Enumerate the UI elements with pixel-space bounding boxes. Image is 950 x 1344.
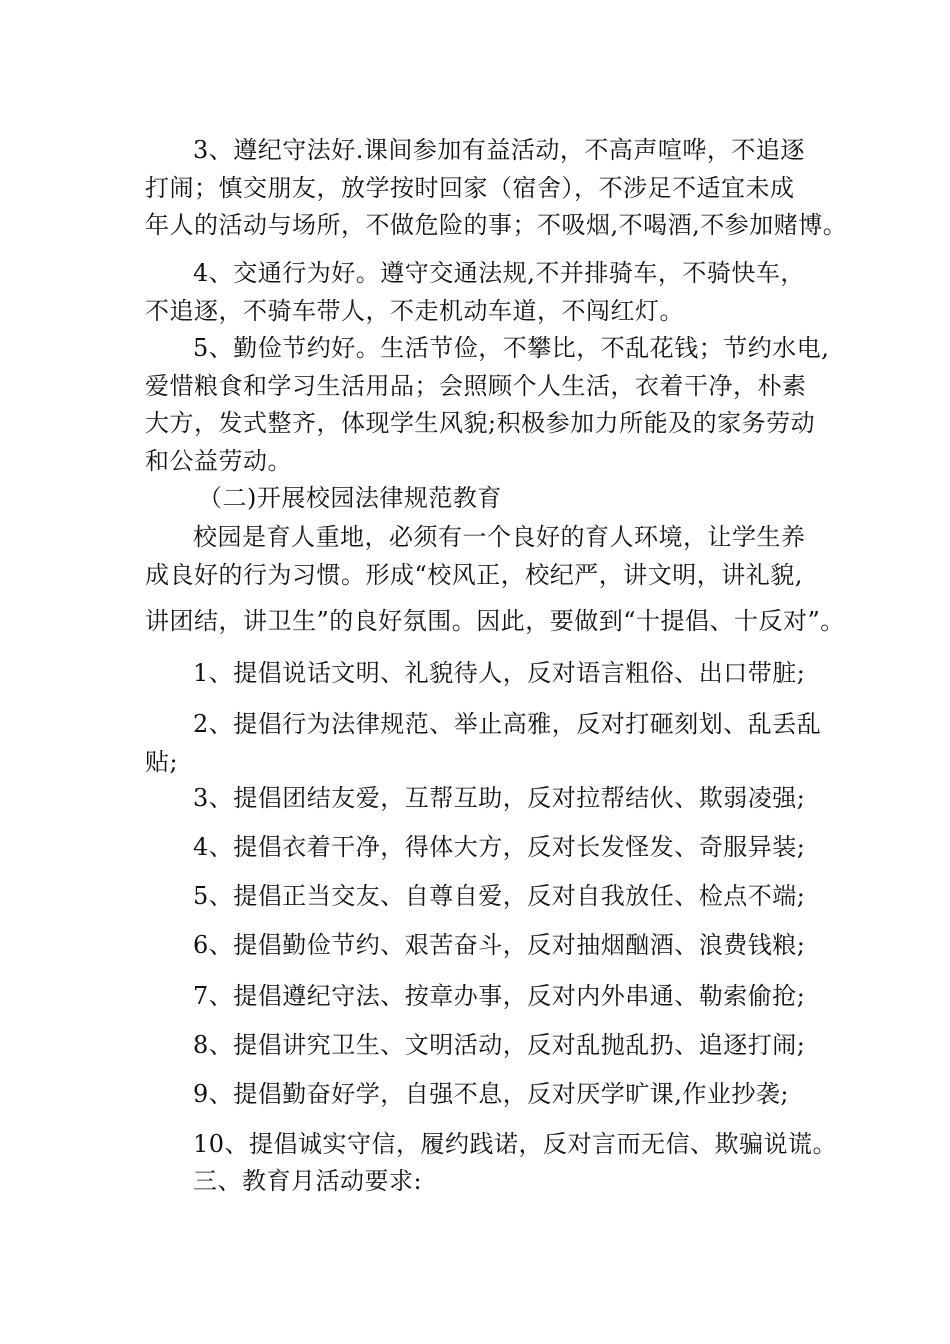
list-item-4: 4、提倡衣着干净，得体大方，反对长发怪发、奇服异装; (193, 833, 806, 861)
paragraph-3-line-2: 打闹；慎交朋友，放学按时回家（宿舍），不涉足不适宜未成 (145, 174, 795, 202)
paragraph-5-line-2: 爱惜粮食和学习生活用品；会照顾个人生活，衣着干净，朴素 (145, 372, 807, 400)
list-item-1: 1、提倡说话文明、礼貌待人，反对语言粗俗、出口带脏; (193, 659, 806, 687)
section-heading-3: 三、教育月活动要求: (193, 1167, 423, 1195)
paragraph-3-line-3: 年人的活动与场所，不做危险的事；不吸烟,不喝酒,不参加赌博。 (145, 211, 848, 239)
intro-line-1: 校园是育人重地，必须有一个良好的育人环境，让学生养 (193, 523, 806, 551)
list-item-2: 2、提倡行为法律规范、举止高雅，反对打砸刻划、乱丢乱 (193, 710, 822, 738)
list-item-2-cont: 贴; (145, 748, 179, 776)
list-item-6: 6、提倡勤俭节约、艰苦奋斗，反对抽烟酗酒、浪费钱粮; (193, 931, 806, 959)
list-item-9: 9、提倡勤奋好学，自强不息，反对厌学旷课,作业抄袭; (193, 1080, 789, 1108)
paragraph-3-line-1: 3、遵纪守法好.课间参加有益活动，不高声喧哗，不追逐 (193, 136, 805, 164)
paragraph-5-line-3: 大方，发式整齐，体现学生风貌;积极参加力所能及的家务劳动 (145, 409, 816, 437)
list-item-8: 8、提倡讲究卫生、文明活动，反对乱抛乱扔、追逐打闹; (193, 1031, 806, 1059)
list-item-7: 7、提倡遵纪守法、按章办事，反对内外串通、勒索偷抢; (193, 982, 806, 1010)
list-item-5: 5、提倡正当交友、自尊自爱，反对自我放任、检点不端; (193, 882, 806, 910)
list-item-3: 3、提倡团结友爱，互帮互助，反对拉帮结伙、欺弱凌强; (193, 784, 806, 812)
section-heading-2: （二)开展校园法律规范教育 (198, 484, 502, 512)
intro-line-3: 讲团结，讲卫生”的良好氛围。因此，要做到“十提倡、十反对”。 (145, 607, 845, 635)
paragraph-5-line-1: 5、勤俭节约好。生活节俭，不攀比，不乱花钱；节约水电, (193, 334, 830, 362)
list-item-10: 10、提倡诚实守信，履约践诺，反对言而无信、欺骗说谎。 (193, 1130, 838, 1158)
paragraph-4-line-1: 4、交通行为好。遵守交通法规,不并排骑车，不骑快车， (193, 259, 805, 287)
intro-line-2: 成良好的行为习惯。形成“校风正，校纪严，讲文明，讲礼貌, (145, 561, 803, 589)
paragraph-4-line-2: 不追逐，不骑车带人，不走机动车道，不闯红灯。 (145, 297, 684, 325)
paragraph-5-line-4: 和公益劳动。 (145, 447, 292, 475)
